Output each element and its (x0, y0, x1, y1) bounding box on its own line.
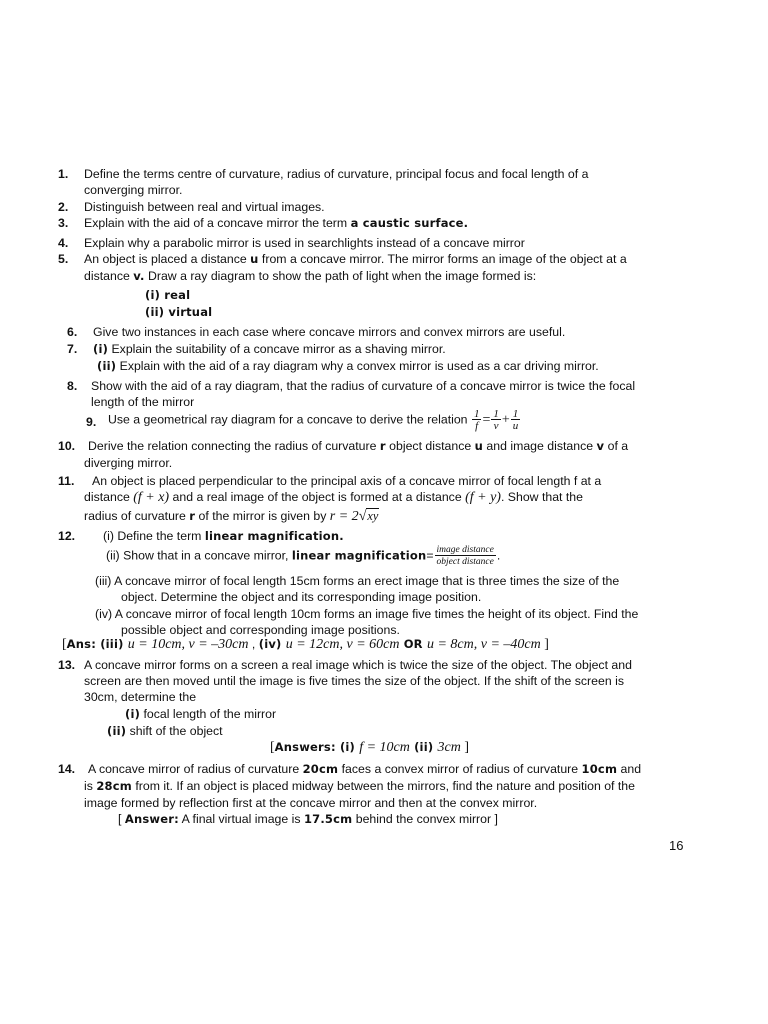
q13-answer (270, 739, 469, 756)
q5-text-a: An object is placed a distance (84, 252, 251, 266)
q7-text2: Explain with the aid of a ray diagram why a convex mirror is used as a car driving mirror. (116, 359, 599, 373)
q11-text-d: radius of curvature (84, 509, 190, 523)
q2-number: 2. (58, 200, 69, 214)
q13-ii-label: (ii) (107, 724, 127, 738)
q14-number: 14. (58, 762, 76, 776)
q9-frac-1-over-v (491, 409, 501, 431)
q12-magnification-fraction (435, 545, 496, 567)
q4-number: 4. (58, 236, 69, 250)
q1-text: Define the terms centre of curvature, radius of curvature, principal focus and focal length of a (84, 167, 589, 181)
q12-dot: . (496, 548, 501, 563)
q10-var-v: v (596, 439, 605, 453)
q5-var-v: v. (133, 269, 145, 283)
q5-text-c: distance (84, 269, 134, 283)
q12-answer-sep: , (248, 637, 259, 651)
q14-text-a: A concave mirror of radius of curvature (88, 762, 303, 776)
q14-line3: image formed by reflection first at the concave mirror and then at the convex mirror. (84, 796, 538, 810)
q12-ii-bold: linear magnification (291, 548, 427, 563)
q13-i-text: focal length of the mirror (140, 707, 277, 721)
q14-bold-28cm: 28cm (96, 779, 132, 793)
q4-text: Explain why a parabolic mirror is used in searchlights instead of a concave mirror (84, 236, 525, 250)
q5-line2 (84, 268, 536, 284)
q13-line1: A concave mirror forms on a screen a real image which is twice the size of the object. The object and (84, 658, 632, 672)
q10-text-d: of a (604, 439, 629, 453)
q3-line (84, 215, 468, 231)
q11-line2 (84, 489, 583, 506)
q3-text: Explain with the aid of a concave mirror the term (84, 216, 351, 230)
q11-text-e: of the mirror is given by (195, 509, 330, 523)
q13-part-i (125, 706, 276, 722)
q11-math-xy: xy (367, 509, 379, 523)
bracket: ] (460, 740, 469, 755)
q7-part-i: (i) (93, 342, 109, 356)
q12-answer-iii: u = 10cm, v = –30cm (127, 637, 249, 652)
q14-bold-10cm: 10cm (581, 762, 618, 776)
q8-number: 8. (67, 379, 78, 393)
q11-math-f-plus-y: (f + y) (465, 490, 501, 505)
q3-number: 3. (58, 216, 69, 230)
frac-num: 1 (473, 408, 480, 420)
q12-equals: = (426, 548, 434, 563)
q12-part-iii: (iii) A concave mirror of focal length 15cm forms an erect image that is three times the size of the (95, 574, 620, 588)
q14-line2 (84, 778, 635, 794)
q11-line1: An object is placed perpendicular to the principal axis of a concave mirror of focal length f at a (92, 474, 602, 488)
q8-text: Show with the aid of a ray diagram, that the radius of curvature of a concave mirror is twice the focal (91, 379, 636, 393)
q9-number: 9. (86, 415, 97, 429)
q14-text-d: is (84, 779, 97, 793)
q13-answer-i: f = 10cm (359, 740, 410, 755)
frac-den: f (472, 419, 482, 431)
q12-answer-or: OR (399, 637, 427, 651)
bracket: [ (118, 812, 125, 826)
q9-plus: + (501, 412, 510, 428)
q14-answer-label: Answer: (124, 812, 179, 826)
q12-part-i (103, 528, 344, 544)
q5-text-d: Draw a ray diagram to show the path of light when the image formed is: (144, 269, 537, 283)
q14-line1 (88, 761, 641, 777)
q7-line2 (97, 358, 599, 374)
q5-var-u: u (250, 252, 259, 266)
q11-line3 (84, 508, 379, 525)
q14-text-e: from it. If an object is placed midway between the mirrors, find the nature and position of the (131, 779, 635, 793)
q7-line1 (93, 341, 446, 357)
q9-text: Use a geometrical ray diagram for a concave to derive the relation (108, 412, 471, 427)
q14-text-b: faces a convex mirror of radius of curvature (338, 762, 582, 776)
q12-answer-iv-label: (iv) (258, 637, 286, 651)
q12-part-iii-cont: object. Determine the object and its corresponding image position. (121, 590, 482, 604)
q14-answer-text-a: A final virtual image is (178, 812, 304, 826)
q13-part-ii (107, 723, 223, 739)
q12-number: 12. (58, 529, 76, 543)
frac-num: 1 (493, 408, 499, 420)
q2-text: Distinguish between real and virtual images. (84, 200, 325, 214)
q7-text1: Explain the suitability of a concave mirror as a shaving mirror. (108, 342, 446, 356)
q10-number: 10. (58, 439, 76, 453)
q11-math-f-plus-x: (f + x) (133, 490, 170, 505)
page-number: 16 (669, 838, 684, 853)
frac-num: 1 (512, 408, 519, 420)
q3-bold-term: a caustic surface. (350, 216, 469, 230)
q13-i-label: (i) (125, 707, 141, 721)
q11-var-r: r (189, 509, 196, 523)
q5-line1 (84, 251, 627, 267)
frac-num: image distance (436, 545, 494, 555)
q11-number: 11. (58, 474, 75, 488)
q5-number: 5. (58, 252, 69, 266)
q7-part-ii: (ii) (97, 359, 117, 373)
q10-text-c: and image distance (483, 439, 597, 453)
sqrt-symbol: √ (358, 509, 367, 524)
q12-answer (62, 636, 549, 653)
q13-number: 13. (58, 658, 76, 672)
q9-line (108, 409, 521, 431)
q10-var-r: r (379, 439, 386, 453)
q11-text-c: . Show that the (500, 490, 583, 504)
q13-ii-text: shift of the object (126, 724, 223, 738)
q5-part-i: (i) real (145, 288, 191, 302)
bracket: ] (540, 637, 549, 652)
q10-var-u: u (474, 439, 484, 453)
q6-number: 6. (67, 325, 78, 339)
q8-text-cont: length of the mirror (91, 395, 195, 409)
q1-number: 1. (58, 167, 69, 181)
q12-answer-label: Ans: (iii) (66, 637, 128, 651)
bracket: [ (62, 637, 67, 652)
q11-text-a: distance (84, 490, 134, 504)
q5-text-b: from a concave mirror. The mirror forms an image of the object at a (258, 252, 627, 266)
bracket: [ (270, 740, 275, 755)
q12-answer-iv-2: u = 8cm, v = –40cm (426, 637, 541, 652)
q14-answer-value: 17.5cm (303, 812, 353, 826)
q14-text-c: and (617, 762, 642, 776)
q12-part-ii (106, 545, 500, 567)
q9-equals: = (482, 412, 491, 428)
q14-bold-20cm: 20cm (302, 762, 339, 776)
q1-text-cont: converging mirror. (84, 183, 183, 197)
q10-text-a: Derive the relation connecting the radius of curvature (88, 439, 380, 453)
frac-den: u (512, 420, 519, 432)
q12-i-bold: linear magnification. (204, 529, 344, 543)
q10-text-b: object distance (385, 439, 475, 453)
frac-den: v (491, 419, 501, 431)
q11-math-r-equals: r = 2 (329, 509, 359, 524)
q13-answer-ii-label: (ii) (409, 740, 438, 754)
frac-den: object distance (435, 555, 496, 567)
q10-line1 (88, 438, 628, 454)
q6-text: Give two instances in each case where concave mirrors and convex mirrors are useful. (93, 325, 566, 339)
q11-text-b: and a real image of the object is formed at a distance (169, 490, 466, 504)
q13-line3: 30cm, determine the (84, 690, 197, 704)
q12-part-iv-cont: possible object and corresponding image positions. (121, 623, 400, 637)
q13-line2: screen are then moved until the image is five times the size of the object. If the shift of the screen is (84, 674, 624, 688)
q10-text-cont: diverging mirror. (84, 456, 173, 470)
q14-answer (118, 811, 498, 827)
q9-frac-1-over-f (472, 409, 482, 431)
q12-ii-text: (ii) Show that in a concave mirror, (106, 548, 292, 563)
q7-number: 7. (67, 342, 78, 356)
q12-i-text: (i) Define the term (103, 529, 205, 543)
q14-answer-text-b: behind the convex mirror ] (352, 812, 498, 826)
q12-part-iv: (iv) A concave mirror of focal length 10cm forms an image five times the height of its object. Find the (95, 607, 639, 621)
q12-answer-iv-1: u = 12cm, v = 60cm (285, 637, 400, 652)
q13-answer-ii: 3cm (437, 740, 461, 755)
q9-frac-1-over-u (511, 409, 521, 431)
q5-part-ii: (ii) virtual (145, 305, 213, 319)
q13-answer-label: Answers: (i) (274, 740, 360, 754)
